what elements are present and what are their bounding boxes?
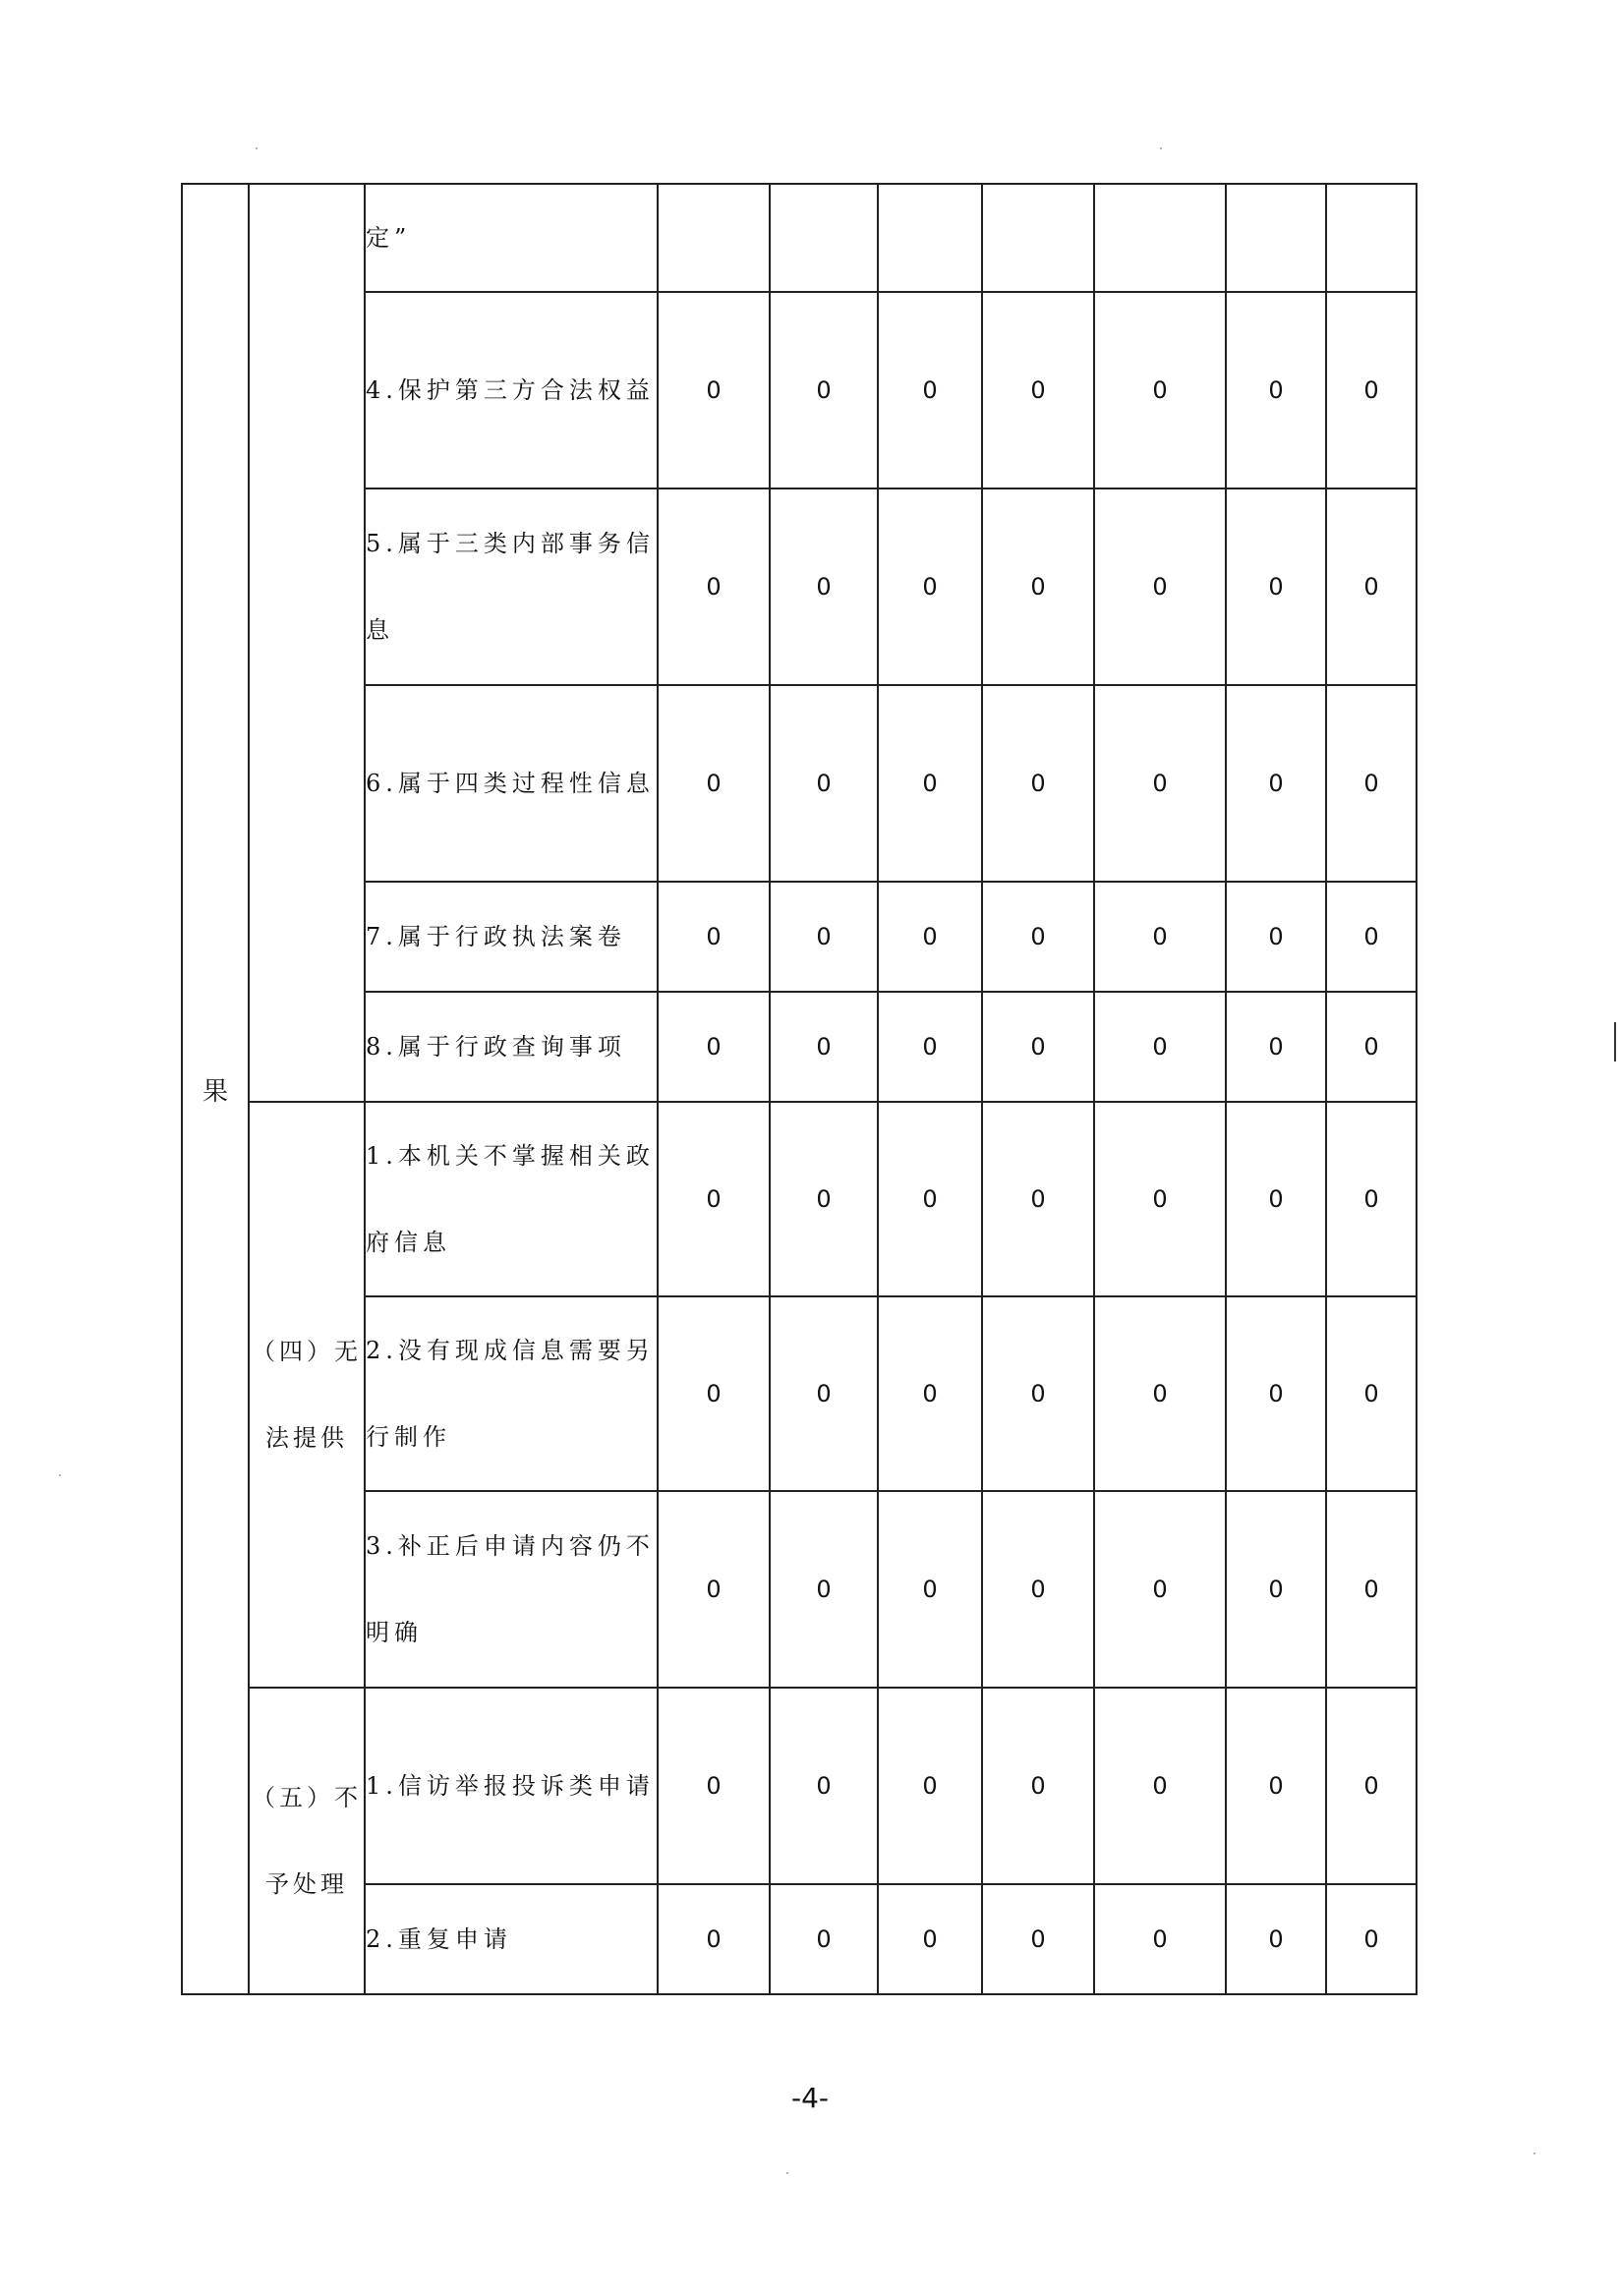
value-cell: 0 bbox=[1226, 882, 1326, 992]
value-cell: 0 bbox=[1094, 488, 1226, 685]
value-cell: 0 bbox=[1326, 992, 1417, 1102]
value-cell: 0 bbox=[878, 1102, 982, 1296]
value-cell: 0 bbox=[878, 1884, 982, 1994]
value-cell: 0 bbox=[1094, 882, 1226, 992]
value-cell: 0 bbox=[1094, 1491, 1226, 1688]
group-cell-continued bbox=[249, 184, 365, 1102]
value-cell: 0 bbox=[982, 1688, 1094, 1884]
row-label: 3.补正后申请内容仍不明确 bbox=[365, 1491, 658, 1688]
row-label: 2.重复申请 bbox=[365, 1884, 658, 1994]
value-cell: 0 bbox=[770, 992, 878, 1102]
table-row bbox=[182, 992, 1417, 1102]
row-label: 6.属于四类过程性信息 bbox=[365, 685, 658, 882]
value-cell bbox=[1326, 184, 1417, 292]
value-cell: 0 bbox=[658, 882, 770, 992]
table-row bbox=[182, 882, 1417, 992]
row-label: 4.保护第三方合法权益 bbox=[365, 292, 658, 488]
value-cell: 0 bbox=[770, 1491, 878, 1688]
table-row bbox=[182, 1102, 1417, 1296]
scan-edge-mark bbox=[1614, 1022, 1616, 1062]
value-cell bbox=[1094, 184, 1226, 292]
value-cell: 0 bbox=[982, 1102, 1094, 1296]
table-row bbox=[182, 488, 1417, 685]
table-row bbox=[182, 685, 1417, 882]
value-cell: 0 bbox=[770, 1688, 878, 1884]
value-cell: 0 bbox=[982, 1296, 1094, 1491]
page-number: -4- bbox=[790, 2082, 830, 2114]
value-cell: 0 bbox=[878, 882, 982, 992]
value-cell: 0 bbox=[770, 488, 878, 685]
value-cell: 0 bbox=[1326, 1491, 1417, 1688]
value-cell: 0 bbox=[1094, 1296, 1226, 1491]
value-cell: 0 bbox=[1094, 1688, 1226, 1884]
scan-speck bbox=[59, 1474, 61, 1476]
row-label: 2.没有现成信息需要另行制作 bbox=[365, 1296, 658, 1491]
value-cell: 0 bbox=[878, 685, 982, 882]
value-cell: 0 bbox=[1226, 1102, 1326, 1296]
value-cell: 0 bbox=[1094, 292, 1226, 488]
value-cell: 0 bbox=[658, 685, 770, 882]
row-label: 1.信访举报投诉类申请 bbox=[365, 1688, 658, 1884]
table-row bbox=[182, 1884, 1417, 1994]
value-cell: 0 bbox=[1226, 1491, 1326, 1688]
row-label: 1.本机关不掌握相关政府信息 bbox=[365, 1102, 658, 1296]
value-cell: 0 bbox=[1094, 992, 1226, 1102]
row-label: 7.属于行政执法案卷 bbox=[365, 882, 658, 992]
table-row bbox=[182, 292, 1417, 488]
value-cell: 0 bbox=[770, 292, 878, 488]
value-cell: 0 bbox=[658, 992, 770, 1102]
value-cell: 0 bbox=[770, 1296, 878, 1491]
value-cell: 0 bbox=[878, 1688, 982, 1884]
row-label: 定” bbox=[365, 184, 658, 292]
group-cell-cannot-provide: （四）无法提供 bbox=[249, 1102, 365, 1688]
value-cell: 0 bbox=[658, 1491, 770, 1688]
value-cell: 0 bbox=[1326, 1296, 1417, 1491]
value-cell: 0 bbox=[1326, 1102, 1417, 1296]
value-cell: 0 bbox=[770, 685, 878, 882]
value-cell: 0 bbox=[1226, 1884, 1326, 1994]
value-cell: 0 bbox=[1326, 882, 1417, 992]
value-cell: 0 bbox=[770, 1102, 878, 1296]
value-cell: 0 bbox=[1326, 488, 1417, 685]
scan-speck bbox=[256, 147, 258, 149]
value-cell: 0 bbox=[658, 292, 770, 488]
scan-speck bbox=[1160, 147, 1162, 149]
scan-speck bbox=[786, 2172, 788, 2174]
value-cell: 0 bbox=[1226, 1296, 1326, 1491]
value-cell: 0 bbox=[1226, 292, 1326, 488]
value-cell: 0 bbox=[982, 1491, 1094, 1688]
value-cell: 0 bbox=[1326, 292, 1417, 488]
table-row bbox=[182, 184, 1417, 292]
value-cell: 0 bbox=[770, 882, 878, 992]
category-cell-result: 果 bbox=[182, 184, 249, 1994]
table-row bbox=[182, 1491, 1417, 1688]
value-cell: 0 bbox=[982, 488, 1094, 685]
value-cell: 0 bbox=[1326, 1688, 1417, 1884]
value-cell: 0 bbox=[1094, 1102, 1226, 1296]
value-cell bbox=[770, 184, 878, 292]
value-cell: 0 bbox=[658, 1296, 770, 1491]
value-cell: 0 bbox=[770, 1884, 878, 1994]
value-cell: 0 bbox=[878, 992, 982, 1102]
value-cell bbox=[878, 184, 982, 292]
value-cell: 0 bbox=[1226, 685, 1326, 882]
value-cell: 0 bbox=[1326, 1884, 1417, 1994]
value-cell: 0 bbox=[1226, 488, 1326, 685]
value-cell: 0 bbox=[658, 1102, 770, 1296]
value-cell: 0 bbox=[982, 992, 1094, 1102]
table-row bbox=[182, 1296, 1417, 1491]
value-cell: 0 bbox=[878, 488, 982, 685]
value-cell: 0 bbox=[982, 1884, 1094, 1994]
value-cell: 0 bbox=[982, 685, 1094, 882]
value-cell: 0 bbox=[982, 292, 1094, 488]
value-cell: 0 bbox=[878, 292, 982, 488]
value-cell: 0 bbox=[1326, 685, 1417, 882]
value-cell: 0 bbox=[982, 882, 1094, 992]
value-cell: 0 bbox=[878, 1296, 982, 1491]
group-cell-not-processed: （五）不予处理 bbox=[249, 1688, 365, 1994]
row-label: 8.属于行政查询事项 bbox=[365, 992, 658, 1102]
value-cell: 0 bbox=[1226, 992, 1326, 1102]
row-label: 5.属于三类内部事务信息 bbox=[365, 488, 658, 685]
table-row bbox=[182, 1688, 1417, 1884]
value-cell: 0 bbox=[658, 1688, 770, 1884]
value-cell bbox=[658, 184, 770, 292]
value-cell: 0 bbox=[1226, 1688, 1326, 1884]
value-cell bbox=[982, 184, 1094, 292]
scan-speck bbox=[1533, 2152, 1535, 2154]
value-cell: 0 bbox=[1094, 1884, 1226, 1994]
value-cell: 0 bbox=[878, 1491, 982, 1688]
disclosure-result-table bbox=[181, 183, 1418, 1995]
value-cell: 0 bbox=[1094, 685, 1226, 882]
value-cell bbox=[1226, 184, 1326, 292]
value-cell: 0 bbox=[658, 1884, 770, 1994]
value-cell: 0 bbox=[658, 488, 770, 685]
